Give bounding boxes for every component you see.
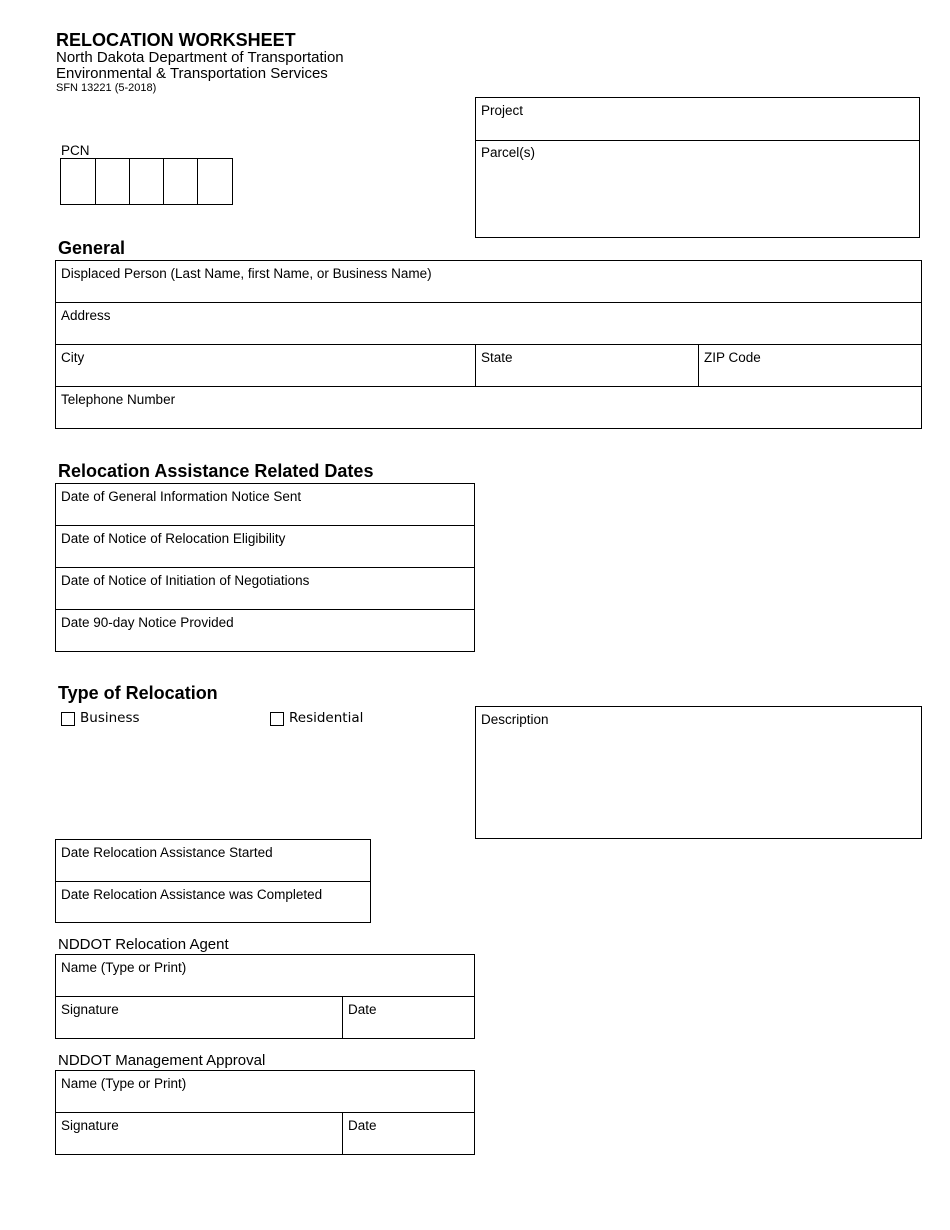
management-heading: NDDOT Management Approval [58, 1052, 266, 1069]
management-name-label: Name (Type or Print) [61, 1076, 187, 1091]
pcn-label: PCN [61, 143, 90, 158]
management-name-field[interactable] [56, 1071, 474, 1113]
form-title: RELOCATION WORKSHEET [56, 30, 296, 50]
dates-section [55, 483, 475, 652]
agent-signature-label: Signature [61, 1002, 119, 1017]
ninety-day-notice-date-field[interactable] [56, 610, 474, 651]
eligibility-notice-date-field[interactable] [56, 526, 474, 568]
agent-signature-field[interactable] [56, 997, 342, 1038]
city-field[interactable] [56, 345, 475, 387]
management-section [55, 1070, 475, 1155]
pcn-cell-1[interactable] [61, 159, 96, 204]
agent-date-field[interactable] [343, 997, 474, 1038]
agent-name-field[interactable] [56, 955, 474, 997]
negotiations-notice-date-label: Date of Notice of Initiation of Negotiations [61, 573, 310, 588]
agent-date-label: Date [348, 1002, 377, 1017]
project-field[interactable] [476, 98, 919, 140]
agent-name-label: Name (Type or Print) [61, 960, 187, 975]
general-info-notice-date-field[interactable] [56, 484, 474, 526]
division-name: Environmental & Transportation Services [56, 65, 328, 82]
displaced-person-label: Displaced Person (Last Name, first Name, or Business Name) [61, 266, 432, 281]
management-date-label: Date [348, 1118, 377, 1133]
pcn-cell-5[interactable] [198, 159, 232, 204]
city-label: City [61, 350, 85, 365]
business-checkbox[interactable] [61, 712, 75, 726]
parcels-label: Parcel(s) [481, 145, 536, 160]
pcn-cell-4[interactable] [164, 159, 198, 204]
pcn-field [60, 158, 233, 205]
business-label: Business [80, 710, 140, 726]
ninety-day-notice-date-label: Date 90-day Notice Provided [61, 615, 234, 630]
state-label: State [481, 350, 513, 365]
agent-section [55, 954, 475, 1039]
project-parcel-box [475, 97, 920, 238]
general-info-notice-date-label: Date of General Information Notice Sent [61, 489, 302, 504]
telephone-label: Telephone Number [61, 392, 176, 407]
general-section [55, 260, 922, 429]
department-name: North Dakota Department of Transportation [56, 49, 344, 66]
type-of-relocation-heading: Type of Relocation [58, 683, 218, 703]
residential-label: Residential [289, 710, 364, 726]
pcn-cell-2[interactable] [96, 159, 130, 204]
assistance-completed-label: Date Relocation Assistance was Completed [61, 887, 323, 902]
address-field[interactable] [56, 303, 921, 345]
eligibility-notice-date-label: Date of Notice of Relocation Eligibility [61, 531, 286, 546]
assistance-completed-field[interactable] [56, 882, 370, 922]
pcn-cell-3[interactable] [130, 159, 164, 204]
form-number: SFN 13221 (5-2018) [56, 82, 157, 94]
parcels-field[interactable] [476, 140, 919, 237]
dates-heading: Relocation Assistance Related Dates [58, 461, 374, 481]
zip-code-field[interactable] [699, 345, 921, 387]
negotiations-notice-date-field[interactable] [56, 568, 474, 610]
telephone-field[interactable] [56, 387, 921, 428]
state-field[interactable] [476, 345, 698, 387]
management-signature-field[interactable] [56, 1113, 342, 1154]
description-field[interactable] [475, 706, 922, 839]
agent-heading: NDDOT Relocation Agent [58, 936, 229, 953]
zip-code-label: ZIP Code [704, 350, 761, 365]
assistance-dates-section [55, 839, 371, 923]
management-date-field[interactable] [343, 1113, 474, 1154]
displaced-person-field[interactable] [56, 261, 921, 303]
assistance-started-label: Date Relocation Assistance Started [61, 845, 273, 860]
general-heading: General [58, 238, 126, 258]
description-label: Description [481, 712, 549, 727]
project-label: Project [481, 103, 524, 118]
assistance-started-field[interactable] [56, 840, 370, 882]
address-label: Address [61, 308, 111, 323]
management-signature-label: Signature [61, 1118, 119, 1133]
residential-checkbox[interactable] [270, 712, 284, 726]
